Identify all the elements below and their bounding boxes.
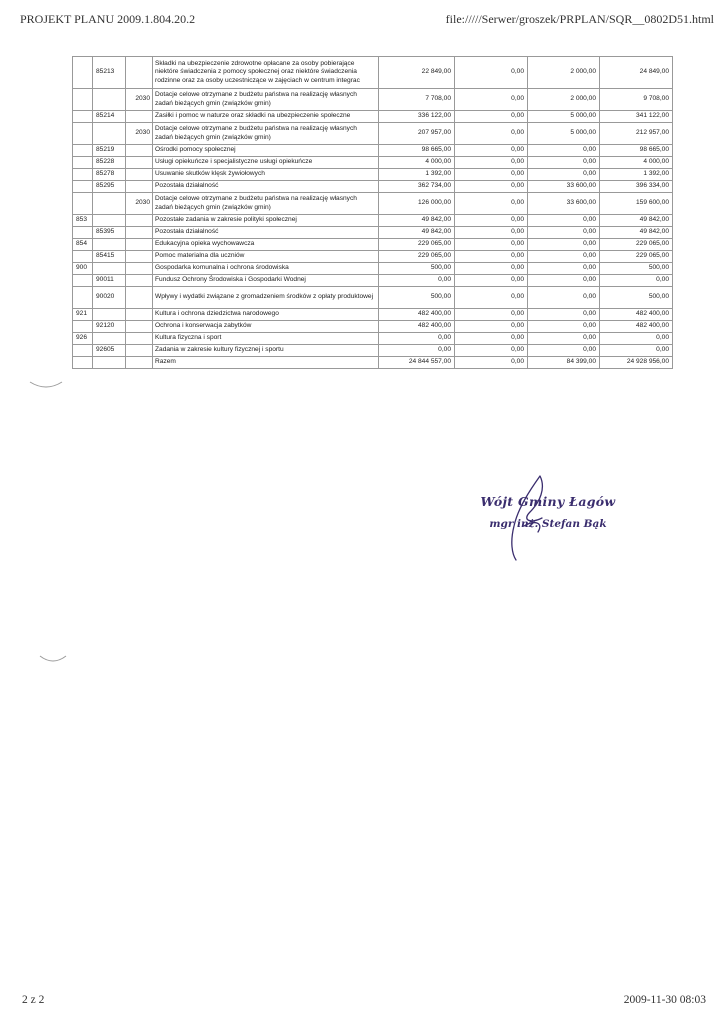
table-row [73, 275, 673, 287]
cell-paragraf [126, 287, 153, 309]
table-row [73, 333, 673, 345]
cell-plan: 500,00 [379, 287, 455, 309]
cell-rozdzial: 92605 [93, 345, 126, 357]
cell-paragraf [126, 345, 153, 357]
cell-rozdzial: 85219 [93, 145, 126, 157]
cell-dzial [73, 57, 93, 89]
cell-po-zmianach: 49 842,00 [600, 227, 673, 239]
cell-paragraf [126, 321, 153, 333]
table-row [73, 123, 673, 145]
cell-opis: Zadania w zakresie kultury fizycznej i sportu [153, 345, 379, 357]
cell-opis: Pozostała działalność [153, 227, 379, 239]
cell-dzial [73, 251, 93, 263]
table-row [73, 321, 673, 333]
cell-po-zmianach: 0,00 [600, 345, 673, 357]
cell-po-zmianach: 396 334,00 [600, 181, 673, 193]
table-row [73, 169, 673, 181]
cell-dzial: 921 [73, 309, 93, 321]
cell-zmniejszenie: 0,00 [455, 89, 528, 111]
cell-po-zmianach: 212 957,00 [600, 123, 673, 145]
cell-opis: Fundusz Ochrony Środowiska i Gospodarki Wodnej [153, 275, 379, 287]
cell-zmniejszenie: 0,00 [455, 193, 528, 215]
cell-opis: Usuwanie skutków klęsk żywiołowych [153, 169, 379, 181]
cell-po-zmianach: 229 065,00 [600, 239, 673, 251]
table-row [73, 89, 673, 111]
cell-opis: Pozostałe zadania w zakresie polityki społecznej [153, 215, 379, 227]
cell-zmniejszenie: 0,00 [455, 333, 528, 345]
cell-zmniejszenie: 0,00 [455, 111, 528, 123]
cell-dzial [73, 275, 93, 287]
cell-paragraf: 2030 [126, 193, 153, 215]
cell-zwiekszenie: 0,00 [528, 145, 600, 157]
cell-rozdzial: 85415 [93, 251, 126, 263]
table-row [73, 357, 673, 369]
cell-dzial [73, 89, 93, 111]
cell-plan: 98 665,00 [379, 145, 455, 157]
cell-paragraf [126, 357, 153, 369]
page-number: 2 z 2 [22, 994, 45, 1006]
cell-po-zmianach: 341 122,00 [600, 111, 673, 123]
cell-po-zmianach: 1 392,00 [600, 169, 673, 181]
print-datetime: 2009-11-30 08:03 [623, 994, 706, 1006]
cell-zwiekszenie: 0,00 [528, 333, 600, 345]
cell-dzial [73, 321, 93, 333]
cell-zmniejszenie: 0,00 [455, 227, 528, 239]
cell-zmniejszenie: 0,00 [455, 169, 528, 181]
cell-zwiekszenie: 2 000,00 [528, 57, 600, 89]
table-row [73, 239, 673, 251]
cell-zmniejszenie: 0,00 [455, 357, 528, 369]
cell-po-zmianach: 24 928 956,00 [600, 357, 673, 369]
cell-rozdzial: 85278 [93, 169, 126, 181]
cell-plan: 49 842,00 [379, 215, 455, 227]
cell-rozdzial [93, 263, 126, 275]
cell-plan: 0,00 [379, 275, 455, 287]
cell-zwiekszenie: 0,00 [528, 309, 600, 321]
budget-table [72, 56, 673, 369]
cell-po-zmianach: 49 842,00 [600, 215, 673, 227]
cell-rozdzial: 85213 [93, 57, 126, 89]
cell-dzial [73, 287, 93, 309]
cell-zwiekszenie: 84 399,00 [528, 357, 600, 369]
cell-dzial [73, 157, 93, 169]
table-row [73, 181, 673, 193]
cell-zmniejszenie: 0,00 [455, 309, 528, 321]
cell-paragraf [126, 263, 153, 275]
cell-dzial [73, 193, 93, 215]
cell-rozdzial: 90011 [93, 275, 126, 287]
cell-paragraf [126, 169, 153, 181]
table-row [73, 263, 673, 275]
cell-rozdzial: 85395 [93, 227, 126, 239]
cell-dzial [73, 145, 93, 157]
cell-rozdzial [93, 309, 126, 321]
cell-rozdzial: 85214 [93, 111, 126, 123]
table-row [73, 111, 673, 123]
cell-paragraf [126, 309, 153, 321]
cell-paragraf [126, 57, 153, 89]
table-row [73, 251, 673, 263]
table-row [73, 287, 673, 309]
cell-zmniejszenie: 0,00 [455, 321, 528, 333]
cell-rozdzial [93, 333, 126, 345]
table-row [73, 57, 673, 89]
cell-opis: Usługi opiekuńcze i specjalistyczne usługi opiekuńcze [153, 157, 379, 169]
cell-paragraf [126, 251, 153, 263]
cell-paragraf: 2030 [126, 89, 153, 111]
cell-po-zmianach: 24 849,00 [600, 57, 673, 89]
table-row [73, 345, 673, 357]
cell-zwiekszenie: 2 000,00 [528, 89, 600, 111]
cell-paragraf [126, 333, 153, 345]
cell-opis: Razem [153, 357, 379, 369]
cell-zmniejszenie: 0,00 [455, 181, 528, 193]
cell-opis: Składki na ubezpieczenie zdrowotne opłacane za osoby pobierające niektóre świadczenia z pomocy społecznej oraz niektóre świadczenia rodzinne oraz za osoby uczestniczące w zajęciach w centrum integrac [153, 57, 379, 89]
cell-zmniejszenie: 0,00 [455, 239, 528, 251]
cell-plan: 4 000,00 [379, 157, 455, 169]
cell-plan: 207 957,00 [379, 123, 455, 145]
cell-plan: 482 400,00 [379, 309, 455, 321]
cell-opis: Dotacje celowe otrzymane z budżetu państwa na realizację własnych zadań bieżących gmin (związków gmin) [153, 89, 379, 111]
cell-plan: 362 734,00 [379, 181, 455, 193]
cell-paragraf [126, 111, 153, 123]
cell-zwiekszenie: 0,00 [528, 345, 600, 357]
cell-rozdzial: 85295 [93, 181, 126, 193]
cell-zwiekszenie: 0,00 [528, 169, 600, 181]
cell-dzial: 854 [73, 239, 93, 251]
cell-rozdzial: 92120 [93, 321, 126, 333]
cell-plan: 126 000,00 [379, 193, 455, 215]
cell-paragraf [126, 215, 153, 227]
cell-plan: 482 400,00 [379, 321, 455, 333]
cell-zmniejszenie: 0,00 [455, 123, 528, 145]
cell-zwiekszenie: 0,00 [528, 263, 600, 275]
cell-rozdzial [93, 357, 126, 369]
cell-paragraf: 2030 [126, 123, 153, 145]
cell-zwiekszenie: 0,00 [528, 157, 600, 169]
cell-po-zmianach: 500,00 [600, 263, 673, 275]
cell-opis: Pomoc materialna dla uczniów [153, 251, 379, 263]
cell-plan: 0,00 [379, 345, 455, 357]
cell-po-zmianach: 159 600,00 [600, 193, 673, 215]
cell-plan: 229 065,00 [379, 239, 455, 251]
table-row [73, 215, 673, 227]
cell-rozdzial: 90020 [93, 287, 126, 309]
cell-opis: Wpływy i wydatki związane z gromadzeniem środków z opłaty produktowej [153, 287, 379, 309]
cell-zmniejszenie: 0,00 [455, 345, 528, 357]
cell-opis: Dotacje celowe otrzymane z budżetu państwa na realizację własnych zadań bieżących gmin (związków gmin) [153, 123, 379, 145]
cell-zwiekszenie: 33 600,00 [528, 193, 600, 215]
cell-zwiekszenie: 33 600,00 [528, 181, 600, 193]
cell-po-zmianach: 482 400,00 [600, 309, 673, 321]
cell-dzial [73, 357, 93, 369]
cell-rozdzial [93, 193, 126, 215]
cell-zmniejszenie: 0,00 [455, 251, 528, 263]
cell-opis: Ochrona i konserwacja zabytków [153, 321, 379, 333]
cell-opis: Kultura i ochrona dziedzictwa narodowego [153, 309, 379, 321]
cell-plan: 0,00 [379, 333, 455, 345]
cell-opis: Kultura fizyczna i sport [153, 333, 379, 345]
signature-title: Wójt Gminy Łagów [480, 494, 616, 509]
cell-zwiekszenie: 5 000,00 [528, 123, 600, 145]
punch-hole-mark-bottom [38, 652, 68, 666]
cell-plan: 49 842,00 [379, 227, 455, 239]
cell-zwiekszenie: 0,00 [528, 321, 600, 333]
cell-opis: Ośrodki pomocy społecznej [153, 145, 379, 157]
cell-plan: 336 122,00 [379, 111, 455, 123]
cell-paragraf [126, 157, 153, 169]
cell-po-zmianach: 500,00 [600, 287, 673, 309]
signature-block [463, 494, 633, 530]
cell-zmniejszenie: 0,00 [455, 145, 528, 157]
cell-plan: 1 392,00 [379, 169, 455, 181]
cell-rozdzial [93, 89, 126, 111]
cell-po-zmianach: 229 065,00 [600, 251, 673, 263]
cell-paragraf [126, 275, 153, 287]
cell-zwiekszenie: 5 000,00 [528, 111, 600, 123]
cell-zmniejszenie: 0,00 [455, 157, 528, 169]
cell-plan: 7 708,00 [379, 89, 455, 111]
punch-hole-mark-top [28, 378, 64, 392]
table-row [73, 157, 673, 169]
cell-zmniejszenie: 0,00 [455, 57, 528, 89]
cell-rozdzial: 85228 [93, 157, 126, 169]
table-row [73, 309, 673, 321]
cell-plan: 24 844 557,00 [379, 357, 455, 369]
signature-name: mgr inż. Stefan Bąk [489, 518, 607, 530]
cell-zwiekszenie: 0,00 [528, 215, 600, 227]
cell-dzial [73, 111, 93, 123]
cell-dzial [73, 123, 93, 145]
cell-plan: 22 849,00 [379, 57, 455, 89]
cell-dzial: 926 [73, 333, 93, 345]
cell-zmniejszenie: 0,00 [455, 275, 528, 287]
cell-paragraf [126, 227, 153, 239]
table-row [73, 193, 673, 215]
print-header-title: PROJEKT PLANU 2009.1.804.20.2 [20, 12, 196, 26]
cell-opis: Gospodarka komunalna i ochrona środowiska [153, 263, 379, 275]
cell-plan: 500,00 [379, 263, 455, 275]
cell-rozdzial [93, 123, 126, 145]
table-row [73, 145, 673, 157]
cell-paragraf [126, 181, 153, 193]
cell-po-zmianach: 0,00 [600, 333, 673, 345]
cell-dzial [73, 227, 93, 239]
cell-zwiekszenie: 0,00 [528, 287, 600, 309]
print-header-url: file://///Serwer/groszek/PRPLAN/SQR__0802D51.html [445, 12, 714, 26]
cell-paragraf [126, 145, 153, 157]
cell-plan: 229 065,00 [379, 251, 455, 263]
cell-po-zmianach: 0,00 [600, 275, 673, 287]
cell-po-zmianach: 9 708,00 [600, 89, 673, 111]
cell-opis: Edukacyjna opieka wychowawcza [153, 239, 379, 251]
cell-dzial [73, 345, 93, 357]
cell-paragraf [126, 239, 153, 251]
cell-dzial [73, 181, 93, 193]
cell-po-zmianach: 98 665,00 [600, 145, 673, 157]
cell-opis: Zasiłki i pomoc w naturze oraz składki na ubezpieczenie społeczne [153, 111, 379, 123]
cell-rozdzial [93, 239, 126, 251]
cell-zmniejszenie: 0,00 [455, 215, 528, 227]
cell-po-zmianach: 4 000,00 [600, 157, 673, 169]
cell-zwiekszenie: 0,00 [528, 251, 600, 263]
cell-zmniejszenie: 0,00 [455, 287, 528, 309]
cell-zwiekszenie: 0,00 [528, 227, 600, 239]
budget-table-body [73, 57, 673, 369]
cell-zmniejszenie: 0,00 [455, 263, 528, 275]
cell-dzial: 900 [73, 263, 93, 275]
cell-dzial: 853 [73, 215, 93, 227]
cell-rozdzial [93, 215, 126, 227]
cell-opis: Pozostała działalność [153, 181, 379, 193]
table-row [73, 227, 673, 239]
cell-dzial [73, 169, 93, 181]
cell-zwiekszenie: 0,00 [528, 275, 600, 287]
cell-zwiekszenie: 0,00 [528, 239, 600, 251]
cell-opis: Dotacje celowe otrzymane z budżetu państwa na realizację własnych zadań bieżących gmin (związków gmin) [153, 193, 379, 215]
cell-po-zmianach: 482 400,00 [600, 321, 673, 333]
